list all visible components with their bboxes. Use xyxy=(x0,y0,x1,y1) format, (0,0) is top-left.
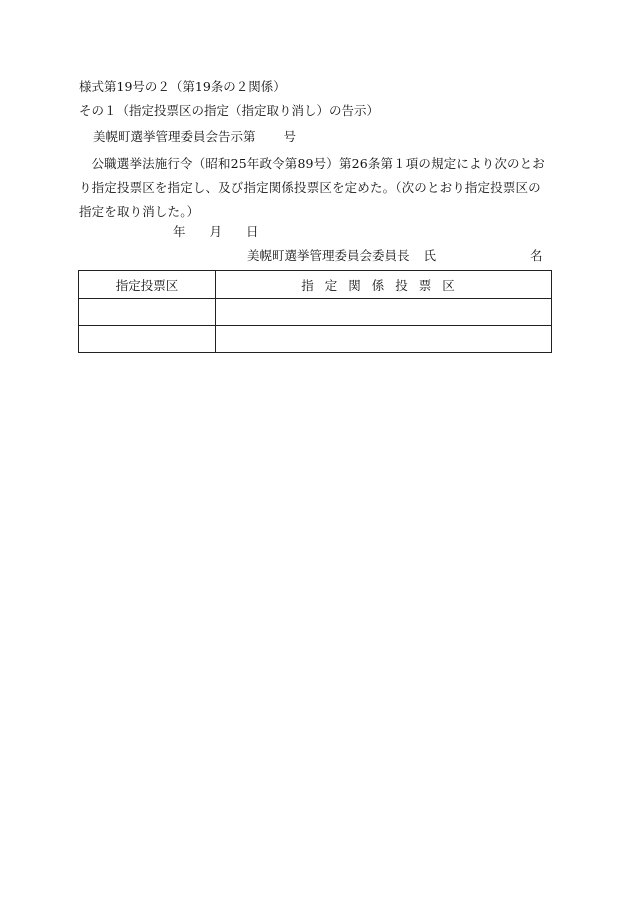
date-month-label: 月 xyxy=(209,224,223,239)
date-day-label: 日 xyxy=(246,224,259,239)
body-paragraph: 公職選挙法施行令（昭和25年政令第89号）第26条第１項の規定により次のとおり指定投票区を指定し、及び指定関係投票区を定めた。（次のとおり指定投票区の指定を取り消した。） xyxy=(79,156,545,219)
signature-title: 美幌町選挙管理委員会委員長 xyxy=(247,248,410,263)
header-designated-district: 指定投票区 xyxy=(79,271,216,299)
date-line xyxy=(173,224,259,240)
signature-mei: 名 xyxy=(530,248,543,263)
header-related-districts-label: 指定関係投票区 xyxy=(301,277,466,293)
notice-prefix: 美幌町選挙管理委員会告示第 xyxy=(93,129,256,144)
document-subtitle: その１（指定投票区の指定（指定取り消し）の告示） xyxy=(79,103,380,118)
signature-shi: 氏 xyxy=(423,248,437,263)
designation-table xyxy=(78,270,552,353)
notice-number-line xyxy=(93,129,296,145)
notice-suffix: 号 xyxy=(283,129,297,144)
signature-line xyxy=(247,248,543,264)
table-row xyxy=(79,299,552,326)
form-number: 様式第19号の２（第19条の２関係） xyxy=(79,79,286,94)
table-row xyxy=(79,326,552,353)
table-header-row xyxy=(79,271,552,299)
date-year-label: 年 xyxy=(173,224,186,239)
header-related-districts xyxy=(216,271,552,299)
cell-related-districts[interactable] xyxy=(216,299,552,326)
cell-designated-district[interactable] xyxy=(79,326,216,353)
cell-designated-district[interactable] xyxy=(79,299,216,326)
cell-related-districts[interactable] xyxy=(216,326,552,353)
